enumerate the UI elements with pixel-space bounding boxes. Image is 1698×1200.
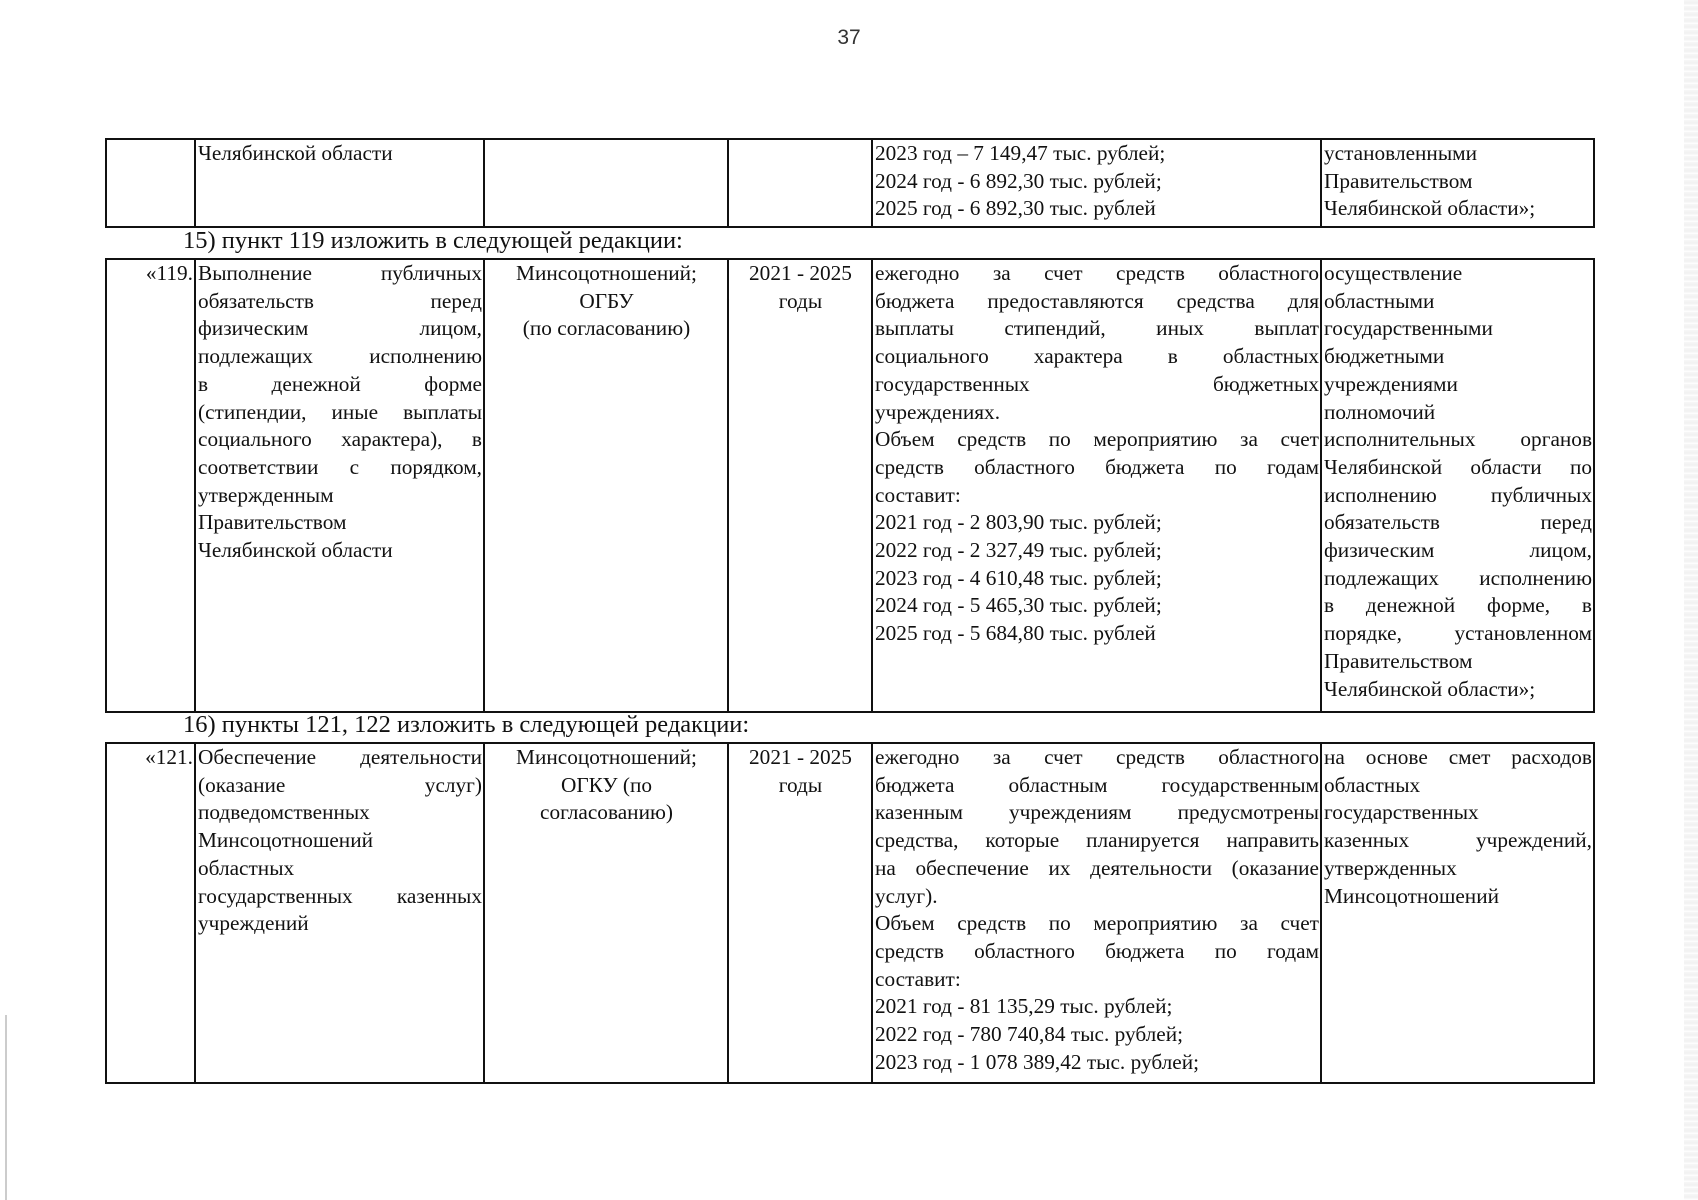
funding-line: услуг).: [875, 883, 938, 908]
measure-name-cell: Челябинской области: [195, 139, 484, 227]
funding-line: 2022 год - 2 327,49 тыс. рублей;: [875, 538, 1162, 563]
result-line: бюджетными: [1324, 344, 1445, 369]
result-line: утвержденных: [1324, 855, 1457, 880]
funding-cell: [872, 743, 1321, 1083]
funding-line: средства, которые планируется направить: [875, 828, 1319, 853]
name-line: обязательств перед: [198, 288, 482, 313]
result-cell: [1321, 139, 1594, 227]
name-line: Обеспечение деятельности: [198, 745, 482, 769]
scan-edge-artifact: [1684, 0, 1698, 1200]
executor-cell: [484, 259, 728, 712]
funding-line: 2024 год - 6 892,30 тыс. рублей;: [875, 168, 1162, 193]
name-line: Выполнение публичных: [198, 261, 482, 285]
period-cell: [728, 139, 872, 227]
scan-margin-mark: [5, 1015, 7, 1200]
funding-line: Объем средств по мероприятию за счет: [875, 911, 1319, 936]
name-line: социального характера), в: [198, 427, 482, 452]
result-line: казенных учреждений,: [1324, 828, 1592, 853]
table-row: [106, 259, 1594, 712]
funding-line: социального характера в областных: [875, 344, 1319, 369]
executor-line: (по согласованию): [522, 316, 691, 341]
result-line: Челябинской области»;: [1324, 676, 1536, 701]
executor-line: Минсоцотношений;: [516, 745, 697, 769]
table-continuation: [105, 138, 1595, 228]
result-line: государственных: [1324, 800, 1479, 825]
table-row: [106, 139, 1594, 227]
funding-line: выплаты стипендий, иных выплат: [875, 316, 1319, 341]
result-line: областными: [1324, 288, 1435, 313]
result-line: учреждениями: [1324, 371, 1458, 396]
name-line: (оказание услуг): [198, 772, 482, 797]
result-line: государственными: [1324, 316, 1493, 341]
funding-line: государственных бюджетных: [875, 371, 1319, 396]
funding-line: составит:: [875, 482, 961, 507]
funding-line: составит:: [875, 966, 961, 991]
name-line: областных: [198, 855, 295, 880]
funding-line: 2024 год - 5 465,30 тыс. рублей;: [875, 593, 1162, 618]
result-line: Правительством: [1324, 648, 1473, 673]
funding-line: казенным учреждениям предусмотрены: [875, 800, 1319, 825]
measure-name-cell: [195, 259, 484, 712]
executor-line: ОГБУ: [579, 288, 634, 313]
funding-line: 2023 год - 4 610,48 тыс. рублей;: [875, 565, 1162, 590]
executor-line: согласованию): [540, 800, 673, 825]
result-line: физическим лицом,: [1324, 538, 1592, 563]
funding-line: 2025 год - 5 684,80 тыс. рублей: [875, 621, 1156, 646]
name-line: (стипендии, иные выплаты: [198, 399, 482, 424]
result-line: областных: [1324, 772, 1421, 797]
amendment-heading-16: 16) пункты 121, 122 изложить в следующей редакции:: [183, 711, 750, 738]
funding-cell: [872, 259, 1321, 712]
table-row: [106, 743, 1594, 1083]
result-line: обязательств перед: [1324, 510, 1592, 535]
name-line: учреждений: [198, 911, 309, 936]
period-line: 2021 - 2025: [749, 261, 852, 285]
funding-line: на обеспечение их деятельности (оказание: [875, 855, 1319, 880]
name-line: государственных казенных: [198, 883, 482, 908]
funding-cell: [872, 139, 1321, 227]
table-item-121: [105, 742, 1595, 1084]
amendment-heading-15: 15) пункт 119 изложить в следующей редакции:: [183, 227, 683, 254]
result-cell: [1321, 259, 1594, 712]
result-line: установленными: [1324, 141, 1477, 165]
result-line: Минсоцотношений: [1324, 883, 1499, 908]
name-line: Минсоцотношений: [198, 828, 373, 853]
funding-line: 2023 год - 1 078 389,42 тыс. рублей;: [875, 1049, 1200, 1074]
row-number-cell: «119.: [106, 259, 195, 712]
result-line: на основе смет расходов: [1324, 745, 1592, 769]
row-number-cell: «121.: [106, 743, 195, 1083]
executor-line: Минсоцотношений;: [516, 261, 697, 285]
result-line: Челябинской области по: [1324, 454, 1592, 479]
name-line: Правительством: [198, 510, 347, 535]
period-line: годы: [778, 288, 823, 313]
name-line: утвержденным: [198, 482, 334, 507]
executor-cell: [484, 743, 728, 1083]
funding-line: 2023 год – 7 149,47 тыс. рублей;: [875, 141, 1166, 165]
result-line: Правительством: [1324, 168, 1473, 193]
name-line: физическим лицом,: [198, 316, 482, 341]
funding-line: Объем средств по мероприятию за счет: [875, 427, 1319, 452]
name-line: Челябинской области: [198, 538, 393, 563]
funding-line: средств областного бюджета по годам: [875, 454, 1319, 479]
executor-cell: [484, 139, 728, 227]
funding-line: 2021 год - 81 135,29 тыс. рублей;: [875, 994, 1173, 1019]
row-number-cell: [106, 139, 195, 227]
result-line: подлежащих исполнению: [1324, 565, 1592, 590]
table-item-119: [105, 258, 1595, 713]
name-line: подлежащих исполнению: [198, 344, 482, 369]
funding-line: учреждениях.: [875, 399, 1001, 424]
funding-line: 2022 год - 780 740,84 тыс. рублей;: [875, 1022, 1184, 1047]
measure-name-cell: [195, 743, 484, 1083]
funding-line: ежегодно за счет средств областного: [875, 261, 1319, 285]
funding-line: 2021 год - 2 803,90 тыс. рублей;: [875, 510, 1162, 535]
funding-line: бюджета областным государственным: [875, 772, 1319, 797]
result-line: в денежной форме, в: [1324, 593, 1592, 618]
period-line: 2021 - 2025: [749, 745, 852, 769]
period-line: годы: [778, 772, 823, 797]
result-line: Челябинской области»;: [1324, 196, 1536, 221]
period-cell: [728, 743, 872, 1083]
name-line: соответствии с порядком,: [198, 454, 482, 479]
executor-line: ОГКУ (по: [560, 772, 652, 797]
funding-line: бюджета предоставляются средства для: [875, 288, 1319, 313]
funding-line: ежегодно за счет средств областного: [875, 745, 1319, 769]
period-cell: [728, 259, 872, 712]
funding-line: 2025 год - 6 892,30 тыс. рублей: [875, 196, 1156, 221]
result-line: исполнительных органов: [1324, 427, 1592, 452]
name-line: в денежной форме: [198, 371, 482, 396]
name-line: подведомственных: [198, 800, 370, 825]
result-cell: [1321, 743, 1594, 1083]
funding-line: средств областного бюджета по годам: [875, 938, 1319, 963]
result-line: порядке, установленном: [1324, 621, 1592, 646]
result-line: полномочий: [1324, 399, 1436, 424]
result-line: исполнению публичных: [1324, 482, 1592, 507]
result-line: осуществление: [1324, 261, 1463, 285]
page-number: 37: [837, 26, 861, 49]
